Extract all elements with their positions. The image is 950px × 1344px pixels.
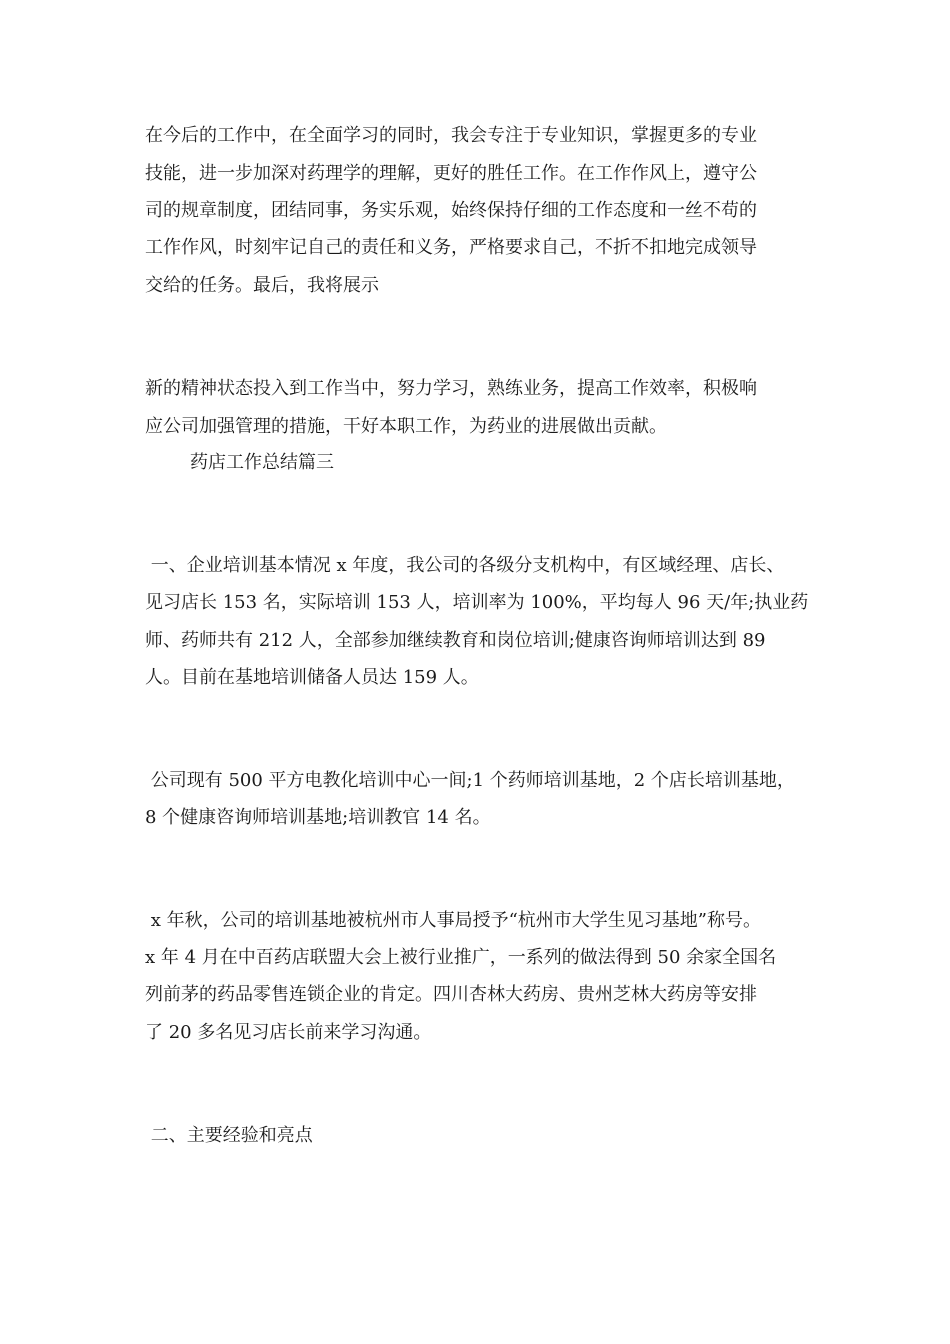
paragraph-line: 人。目前在基地培训储备人员达 159 人。 <box>145 667 479 688</box>
subsection-heading: 二、主要经验和亮点 <box>145 1125 313 1146</box>
paragraph-line: 在今后的工作中，在全面学习的同时，我会专注于专业知识，掌握更多的专业 <box>145 125 757 146</box>
section-heading: 药店工作总结篇三 <box>190 452 334 473</box>
paragraph-line: 师、药师共有 212 人，全部参加继续教育和岗位培训;健康咨询师培训达到 89 <box>145 630 766 651</box>
paragraph-line: 了 20 多名见习店长前来学习沟通。 <box>145 1022 432 1043</box>
paragraph-line: 交给的任务。最后，我将展示 <box>145 275 379 296</box>
paragraph-line: 工作作风，时刻牢记自己的责任和义务，严格要求自己，不折不扣地完成领导 <box>145 237 757 258</box>
paragraph-line: 8 个健康咨询师培训基地;培训教官 14 名。 <box>145 807 491 828</box>
paragraph-line: 列前茅的药品零售连锁企业的肯定。四川杏林大药房、贵州芝林大药房等安排 <box>145 984 757 1005</box>
paragraph-line: x 年秋，公司的培训基地被杭州市人事局授予“杭州市大学生见习基地”称号。 <box>145 910 761 931</box>
paragraph-line: 见习店长 153 名，实际培训 153 人，培训率为 100%，平均每人 96 天/年;执业药 <box>145 592 809 613</box>
paragraph-line: 司的规章制度，团结同事，务实乐观，始终保持仔细的工作态度和一丝不苟的 <box>145 200 757 221</box>
paragraph-line: x 年 4 月在中百药店联盟大会上被行业推广，一系列的做法得到 50 余家全国名 <box>145 947 777 968</box>
paragraph-line: 一、企业培训基本情况 x 年度，我公司的各级分支机构中，有区域经理、店长、 <box>145 555 785 576</box>
paragraph-line: 新的精神状态投入到工作当中，努力学习，熟练业务，提高工作效率，积极响 <box>145 378 757 399</box>
paragraph-line: 应公司加强管理的措施，干好本职工作，为药业的进展做出贡献。 <box>145 416 667 437</box>
paragraph-line: 技能，进一步加深对药理学的理解，更好的胜任工作。在工作作风上，遵守公 <box>145 163 757 184</box>
paragraph-line: 公司现有 500 平方电教化培训中心一间;1 个药师培训基地，2 个店长培训基地， <box>145 770 795 791</box>
